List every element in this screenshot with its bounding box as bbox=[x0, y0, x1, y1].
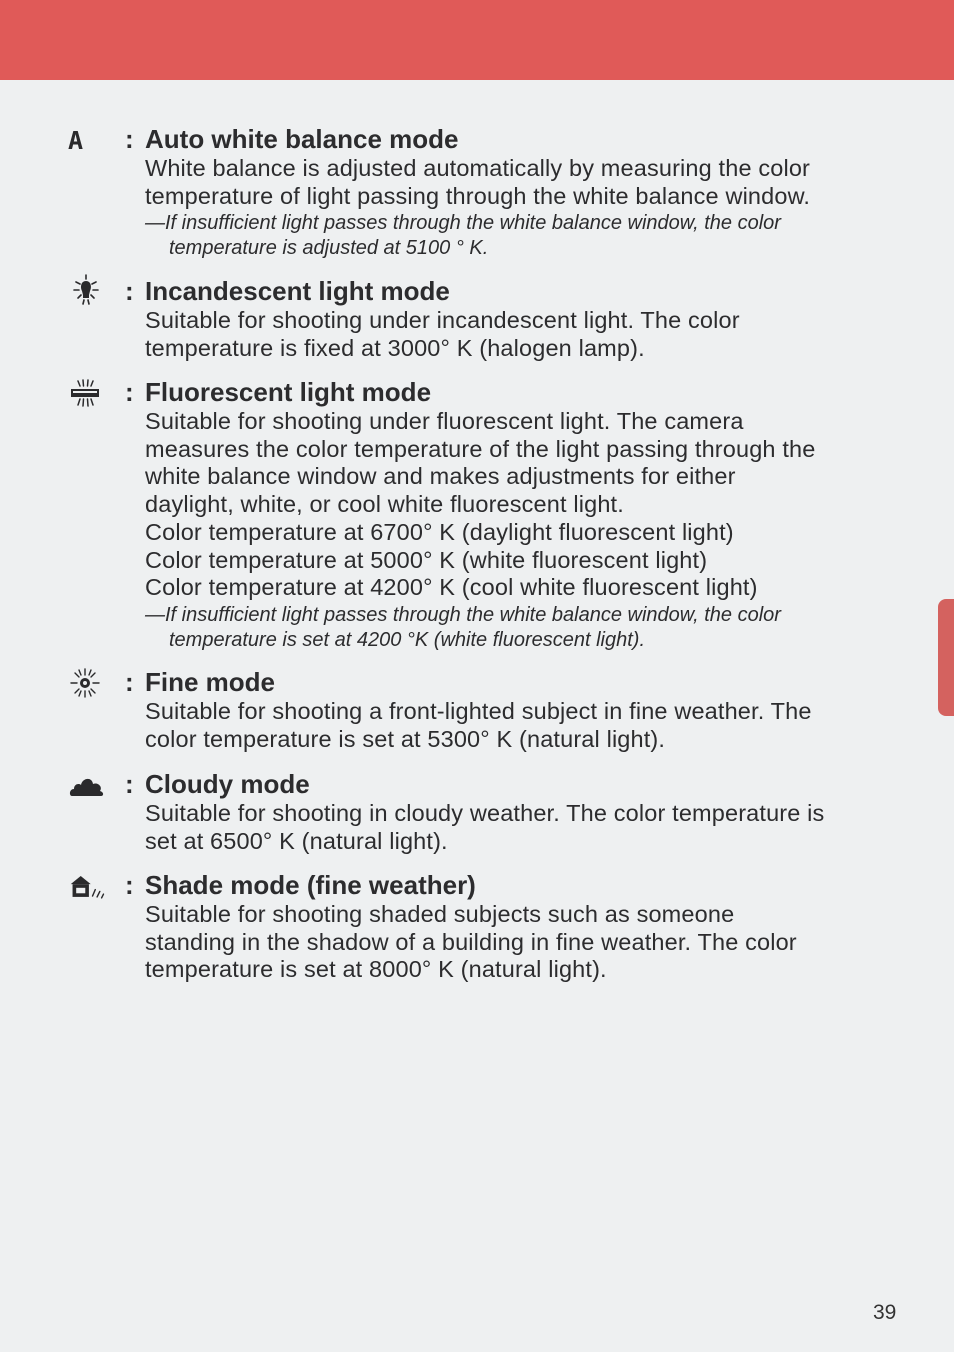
note-line: temperature is set at 4200 °K (white fluorescent light). bbox=[169, 628, 646, 651]
entry-body bbox=[145, 667, 905, 753]
section-edge-tab bbox=[938, 599, 954, 716]
note-line: —If insufficient light passes through the white balance window, the color bbox=[145, 212, 781, 235]
entry-body bbox=[145, 769, 905, 855]
description-line: daylight, white, or cool white fluorescent light. bbox=[145, 491, 624, 518]
description-line: temperature of light passing through the white balance window. bbox=[145, 182, 811, 209]
house-shade-icon bbox=[68, 870, 108, 902]
description-line: Suitable for shooting under incandescent light. The color bbox=[145, 307, 740, 333]
page-number: 39 bbox=[873, 1301, 897, 1324]
mode-note bbox=[145, 211, 905, 261]
entry-colon: : bbox=[125, 769, 134, 799]
entry-colon: : bbox=[125, 276, 134, 306]
description-line: color temperature is set at 5300° K (natural light). bbox=[145, 725, 666, 752]
description-line: Suitable for shooting a front-lighted subject in fine weather. The bbox=[145, 698, 812, 724]
entry-colon: : bbox=[125, 870, 134, 900]
entry-body bbox=[145, 124, 905, 261]
description-line: Suitable for shooting shaded subjects such as someone bbox=[145, 901, 735, 927]
description-line: Color temperature at 5000° K (white fluorescent light) bbox=[145, 546, 708, 573]
note-line: temperature is adjusted at 5100 ° K. bbox=[169, 237, 489, 260]
description-line: temperature is fixed at 3000° K (halogen lamp). bbox=[145, 334, 645, 361]
description-line: Color temperature at 6700° K (daylight fluorescent light) bbox=[145, 518, 734, 545]
mode-title: Shade mode (fine weather) bbox=[145, 870, 476, 900]
description-line: Color temperature at 4200° K (cool white fluorescent light) bbox=[145, 574, 758, 601]
mode-description bbox=[145, 307, 905, 362]
mode-note bbox=[145, 603, 905, 653]
entry-colon: : bbox=[125, 124, 134, 154]
description-line: set at 6500° K (natural light). bbox=[145, 827, 448, 854]
mode-title: Auto white balance mode bbox=[145, 124, 459, 154]
mode-title: Fluorescent light mode bbox=[145, 377, 432, 407]
description-line: Suitable for shooting in cloudy weather. The color temperature is bbox=[145, 800, 825, 826]
mode-description bbox=[145, 800, 905, 855]
note-line: —If insufficient light passes through the white balance window, the color bbox=[145, 603, 781, 626]
fluorescent-tube-icon bbox=[68, 377, 108, 409]
description-line: white balance window and makes adjustments for either bbox=[145, 463, 736, 490]
description-line: White balance is adjusted automatically by measuring the color bbox=[145, 155, 811, 181]
entry-colon: : bbox=[125, 667, 134, 697]
entry-body bbox=[145, 276, 905, 362]
description-line: measures the color temperature of the light passing through the bbox=[145, 435, 816, 462]
entry-body bbox=[145, 870, 905, 984]
mode-description bbox=[145, 698, 905, 753]
description-line: Suitable for shooting under fluorescent light. The camera bbox=[145, 408, 744, 434]
auto-letter-icon: A bbox=[68, 125, 84, 155]
cloud-icon bbox=[68, 769, 108, 801]
description-line: standing in the shadow of a building in fine weather. The color bbox=[145, 928, 797, 955]
mode-title: Incandescent light mode bbox=[145, 276, 450, 306]
incandescent-bulb-icon bbox=[68, 274, 108, 306]
description-line: temperature is set at 8000° K (natural light). bbox=[145, 956, 607, 983]
mode-description bbox=[145, 155, 905, 210]
mode-description bbox=[145, 901, 905, 984]
mode-title: Fine mode bbox=[145, 667, 276, 697]
entry-body bbox=[145, 377, 905, 653]
entry-colon: : bbox=[125, 377, 134, 407]
sun-icon bbox=[68, 667, 108, 699]
top-color-band bbox=[0, 0, 954, 80]
mode-title: Cloudy mode bbox=[145, 769, 310, 799]
mode-description bbox=[145, 408, 905, 602]
